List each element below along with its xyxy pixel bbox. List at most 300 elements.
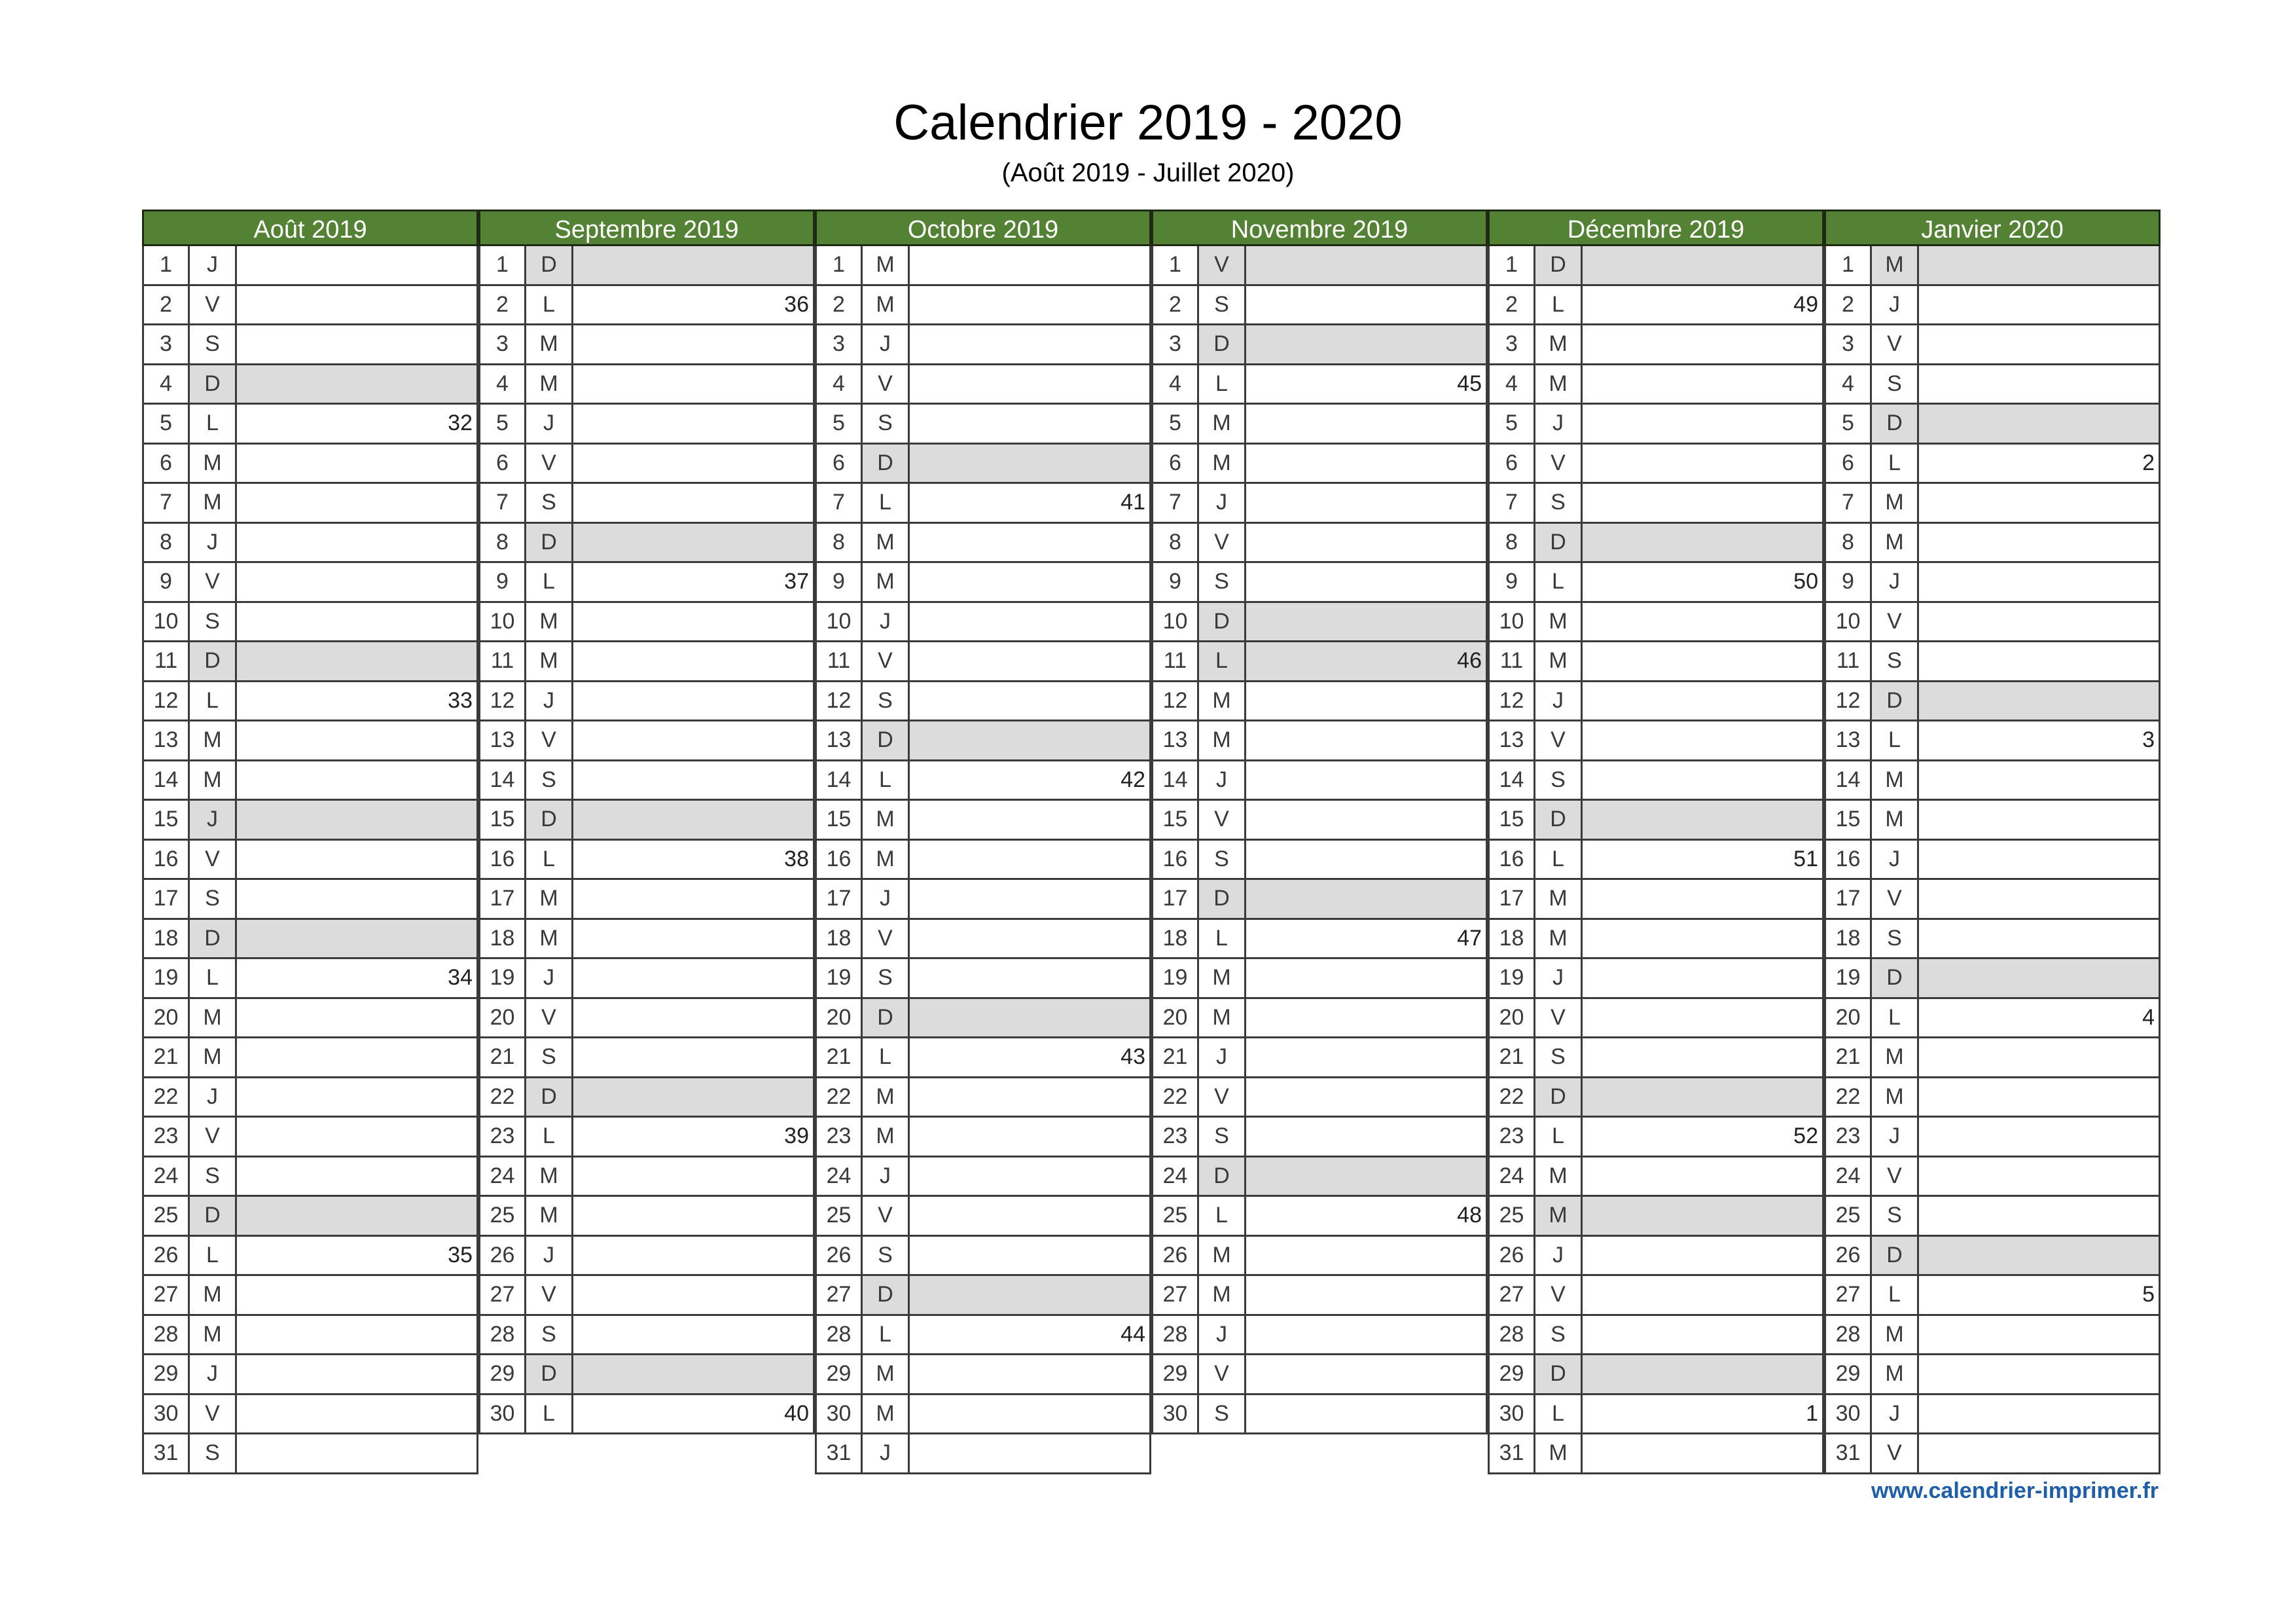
day-number: 21 — [144, 1038, 190, 1076]
day-number: 27 — [817, 1276, 863, 1314]
day-row — [1151, 603, 1488, 643]
month-header: Décembre 2019 — [1488, 210, 1824, 246]
day-number: 10 — [1490, 603, 1535, 641]
day-number: 22 — [1153, 1078, 1199, 1116]
day-row — [1488, 801, 1824, 841]
day-row — [478, 801, 815, 841]
day-number: 6 — [1153, 445, 1199, 483]
day-letter: M — [1872, 484, 1919, 522]
day-letter: L — [863, 761, 910, 799]
week-number — [1246, 246, 1486, 284]
day-row — [478, 445, 815, 484]
day-number: 27 — [144, 1276, 190, 1314]
day-number: 14 — [1153, 761, 1199, 799]
day-letter: D — [1535, 801, 1583, 839]
day-row — [142, 445, 478, 484]
day-number: 21 — [817, 1038, 863, 1076]
day-row — [1824, 286, 2161, 326]
week-number — [237, 1316, 476, 1354]
day-row — [1151, 405, 1488, 445]
day-number: 12 — [817, 682, 863, 720]
day-row — [1824, 603, 2161, 643]
day-number: 25 — [817, 1197, 863, 1235]
week-number — [1583, 445, 1822, 483]
week-number — [573, 1158, 813, 1195]
day-row — [142, 761, 478, 801]
day-row — [815, 484, 1151, 524]
day-number: 16 — [817, 841, 863, 879]
day-number: 3 — [1826, 325, 1872, 363]
day-letter: J — [863, 325, 910, 363]
day-row — [815, 1316, 1151, 1356]
day-row — [478, 999, 815, 1039]
week-number — [1583, 1078, 1822, 1116]
week-number — [1246, 563, 1486, 601]
week-number — [1919, 1355, 2159, 1393]
day-row — [478, 1276, 815, 1316]
week-number — [573, 801, 813, 839]
day-row — [1151, 1276, 1488, 1316]
day-row — [1824, 1078, 2161, 1118]
week-number: 42 — [1121, 767, 1145, 792]
day-row — [1488, 959, 1824, 999]
day-letter: S — [1872, 642, 1919, 680]
day-letter: M — [863, 1118, 910, 1156]
day-letter: S — [1535, 1038, 1583, 1076]
day-letter: M — [526, 1158, 573, 1195]
week-number — [237, 1434, 476, 1472]
day-number: 24 — [1490, 1158, 1535, 1195]
day-number: 27 — [1153, 1276, 1199, 1314]
week-number — [237, 1158, 476, 1195]
day-letter: J — [526, 405, 573, 443]
day-number: 25 — [1153, 1197, 1199, 1235]
week-number — [910, 959, 1149, 997]
day-letter: L — [1199, 365, 1246, 403]
week-number — [910, 999, 1149, 1037]
day-letter: V — [1872, 603, 1919, 641]
day-row — [1488, 1078, 1824, 1118]
day-letter: M — [190, 1316, 237, 1354]
day-letter: M — [526, 920, 573, 958]
day-letter: L — [863, 1038, 910, 1076]
day-letter: D — [1199, 1158, 1246, 1195]
day-number: 16 — [480, 841, 526, 879]
day-letter: L — [1872, 721, 1919, 759]
day-row — [1151, 801, 1488, 841]
day-number: 3 — [144, 325, 190, 363]
day-number: 3 — [1153, 325, 1199, 363]
day-letter: M — [526, 880, 573, 918]
day-letter: J — [190, 524, 237, 562]
day-number: 1 — [144, 246, 190, 284]
day-number: 24 — [480, 1158, 526, 1195]
day-row — [1488, 1276, 1824, 1316]
week-number — [573, 721, 813, 759]
week-number — [1583, 999, 1822, 1037]
day-row — [1151, 1355, 1488, 1395]
week-number — [1246, 682, 1486, 720]
week-number — [237, 246, 476, 284]
week-number — [237, 880, 476, 918]
day-row — [815, 445, 1151, 484]
day-row — [478, 524, 815, 564]
day-number: 6 — [1490, 445, 1535, 483]
week-number: 52 — [1793, 1123, 1818, 1149]
week-number — [1583, 1197, 1822, 1235]
day-letter: V — [863, 920, 910, 958]
week-number — [1919, 286, 2159, 324]
day-number: 8 — [144, 524, 190, 562]
day-letter: M — [1535, 1434, 1583, 1472]
day-number: 5 — [144, 405, 190, 443]
week-number — [910, 603, 1149, 641]
day-number: 27 — [1490, 1276, 1535, 1314]
week-number — [237, 721, 476, 759]
month-column — [478, 210, 815, 1434]
week-number — [573, 365, 813, 403]
day-letter: J — [1535, 959, 1583, 997]
day-row — [478, 920, 815, 960]
day-number: 29 — [480, 1355, 526, 1393]
day-row — [815, 1078, 1151, 1118]
day-letter: M — [190, 761, 237, 799]
day-row — [1151, 959, 1488, 999]
day-row — [142, 563, 478, 603]
week-number — [1246, 999, 1486, 1037]
day-number: 20 — [817, 999, 863, 1037]
month-header: Novembre 2019 — [1151, 210, 1488, 246]
month-column — [815, 210, 1151, 1474]
day-letter: V — [1199, 1355, 1246, 1393]
day-number: 8 — [817, 524, 863, 562]
week-number — [237, 1276, 476, 1314]
day-row — [1488, 1197, 1824, 1237]
day-number: 30 — [817, 1395, 863, 1433]
day-row — [142, 524, 478, 564]
day-row — [478, 603, 815, 643]
day-row — [1824, 682, 2161, 722]
day-row — [142, 1197, 478, 1237]
day-number: 11 — [1153, 642, 1199, 680]
day-number: 22 — [1490, 1078, 1535, 1116]
week-number: 3 — [2142, 727, 2155, 753]
week-number — [573, 1237, 813, 1275]
day-row — [478, 1316, 815, 1356]
week-number — [1246, 603, 1486, 641]
day-row — [1151, 524, 1488, 564]
day-row — [142, 642, 478, 682]
day-number: 11 — [1826, 642, 1872, 680]
day-row — [1488, 642, 1824, 682]
day-number: 2 — [144, 286, 190, 324]
week-number: 40 — [784, 1400, 809, 1426]
day-row — [142, 1158, 478, 1197]
day-number: 20 — [1153, 999, 1199, 1037]
week-number — [237, 325, 476, 363]
day-number: 31 — [817, 1434, 863, 1472]
week-number — [1919, 1197, 2159, 1235]
day-number: 19 — [817, 959, 863, 997]
day-number: 7 — [817, 484, 863, 522]
day-number: 16 — [1826, 841, 1872, 879]
day-letter: S — [1535, 761, 1583, 799]
day-row — [142, 721, 478, 761]
day-row — [1488, 1038, 1824, 1078]
day-letter: M — [190, 1038, 237, 1076]
day-letter: M — [1535, 325, 1583, 363]
day-letter: M — [1535, 365, 1583, 403]
week-number — [237, 761, 476, 799]
day-number: 22 — [144, 1078, 190, 1116]
day-letter: D — [863, 445, 910, 483]
day-number: 23 — [817, 1118, 863, 1156]
day-letter: V — [526, 445, 573, 483]
day-row — [1824, 365, 2161, 405]
day-letter: D — [863, 1276, 910, 1314]
day-letter: L — [863, 484, 910, 522]
week-number: 50 — [1793, 569, 1818, 594]
week-number — [1583, 405, 1822, 443]
day-letter: S — [1199, 841, 1246, 879]
week-number — [910, 325, 1149, 363]
day-letter: S — [190, 880, 237, 918]
week-number — [573, 1078, 813, 1116]
week-number — [910, 365, 1149, 403]
day-row — [1488, 1434, 1824, 1474]
day-number: 26 — [1153, 1237, 1199, 1275]
day-letter: D — [1199, 325, 1246, 363]
day-letter: D — [190, 365, 237, 403]
day-letter: V — [863, 642, 910, 680]
day-letter: V — [1872, 1158, 1919, 1195]
day-row — [142, 999, 478, 1039]
day-row — [1488, 761, 1824, 801]
day-number: 30 — [1826, 1395, 1872, 1433]
day-row — [815, 1237, 1151, 1277]
day-row — [1824, 880, 2161, 920]
day-letter: D — [190, 1197, 237, 1235]
day-letter: L — [1872, 445, 1919, 483]
day-number: 26 — [144, 1237, 190, 1275]
day-number: 11 — [817, 642, 863, 680]
day-letter: S — [526, 1316, 573, 1354]
day-letter: J — [1199, 1316, 1246, 1354]
day-row — [1151, 563, 1488, 603]
week-number — [1583, 1434, 1822, 1472]
week-number — [573, 325, 813, 363]
day-row — [1824, 761, 2161, 801]
day-number: 19 — [480, 959, 526, 997]
day-letter: V — [526, 999, 573, 1037]
day-letter: D — [1872, 959, 1919, 997]
week-number — [573, 880, 813, 918]
day-number: 3 — [1490, 325, 1535, 363]
day-number: 23 — [480, 1118, 526, 1156]
week-number — [1919, 1078, 2159, 1116]
day-row — [478, 405, 815, 445]
day-row — [1488, 999, 1824, 1039]
day-letter: L — [526, 286, 573, 324]
day-number: 14 — [1490, 761, 1535, 799]
week-number — [237, 841, 476, 879]
day-row — [1824, 1434, 2161, 1474]
week-number: 4 — [2142, 1004, 2155, 1030]
day-letter: M — [1199, 959, 1246, 997]
day-number: 21 — [480, 1038, 526, 1076]
week-number — [1583, 484, 1822, 522]
day-letter: M — [1535, 920, 1583, 958]
day-number: 23 — [1490, 1118, 1535, 1156]
day-letter: J — [1872, 841, 1919, 879]
day-row — [1151, 1158, 1488, 1197]
day-number: 23 — [1826, 1118, 1872, 1156]
day-number: 16 — [144, 841, 190, 879]
day-row — [478, 721, 815, 761]
week-number — [1583, 246, 1822, 284]
week-number — [573, 920, 813, 958]
day-letter: S — [1535, 484, 1583, 522]
day-number: 17 — [1490, 880, 1535, 918]
day-letter: V — [190, 286, 237, 324]
day-letter: D — [1872, 682, 1919, 720]
week-number — [237, 999, 476, 1037]
day-letter: V — [1199, 1078, 1246, 1116]
day-letter: L — [1535, 563, 1583, 601]
day-row — [478, 642, 815, 682]
day-number: 12 — [1826, 682, 1872, 720]
day-number: 1 — [480, 246, 526, 284]
week-number — [237, 1395, 476, 1433]
day-letter: J — [190, 801, 237, 839]
month-header: Septembre 2019 — [478, 210, 815, 246]
day-number: 28 — [1490, 1316, 1535, 1354]
month-column — [142, 210, 478, 1474]
day-number: 7 — [1826, 484, 1872, 522]
day-number: 26 — [1490, 1237, 1535, 1275]
day-number: 6 — [1826, 445, 1872, 483]
day-number: 19 — [1490, 959, 1535, 997]
website-link[interactable]: www.calendrier-imprimer.fr — [1871, 1478, 2159, 1503]
day-letter: V — [1535, 721, 1583, 759]
day-number: 15 — [817, 801, 863, 839]
day-row — [142, 1355, 478, 1395]
week-number — [1583, 1355, 1822, 1393]
day-row — [478, 246, 815, 286]
day-row — [1488, 1118, 1824, 1158]
day-letter: L — [1535, 286, 1583, 324]
day-number: 29 — [1490, 1355, 1535, 1393]
day-number: 4 — [1153, 365, 1199, 403]
day-number: 18 — [1826, 920, 1872, 958]
day-row — [478, 1118, 815, 1158]
day-letter: S — [863, 959, 910, 997]
week-number: 1 — [1806, 1400, 1818, 1426]
day-row — [1488, 841, 1824, 881]
day-letter: L — [1199, 642, 1246, 680]
week-number — [1246, 841, 1486, 879]
day-letter: M — [863, 1395, 910, 1433]
day-row — [142, 1434, 478, 1474]
day-letter: V — [1872, 880, 1919, 918]
day-row — [815, 1434, 1151, 1474]
day-letter: L — [190, 959, 237, 997]
day-number: 2 — [817, 286, 863, 324]
day-letter: D — [1199, 880, 1246, 918]
day-number: 10 — [480, 603, 526, 641]
week-number: 2 — [2142, 450, 2155, 475]
day-number: 29 — [1153, 1355, 1199, 1393]
day-number: 7 — [144, 484, 190, 522]
day-row — [815, 246, 1151, 286]
day-row — [1488, 524, 1824, 564]
day-number: 31 — [1490, 1434, 1535, 1472]
day-letter: V — [1199, 524, 1246, 562]
week-number — [910, 1395, 1149, 1433]
day-letter: M — [526, 365, 573, 403]
day-row — [478, 1355, 815, 1395]
week-number — [573, 405, 813, 443]
day-number: 14 — [480, 761, 526, 799]
week-number: 37 — [784, 569, 809, 594]
day-row — [815, 1038, 1151, 1078]
day-letter: S — [863, 1237, 910, 1275]
day-letter: S — [190, 1158, 237, 1195]
day-letter: L — [526, 1395, 573, 1433]
day-number: 10 — [144, 603, 190, 641]
day-number: 9 — [144, 563, 190, 601]
day-letter: J — [526, 959, 573, 997]
day-letter: D — [863, 721, 910, 759]
day-letter: S — [1199, 286, 1246, 324]
week-number: 51 — [1793, 846, 1818, 871]
week-number — [1919, 603, 2159, 641]
day-number: 19 — [1153, 959, 1199, 997]
day-row — [478, 325, 815, 365]
day-number: 29 — [1826, 1355, 1872, 1393]
day-row — [1824, 1395, 2161, 1435]
day-row — [1488, 365, 1824, 405]
week-number — [237, 286, 476, 324]
week-number — [1919, 325, 2159, 363]
week-number — [910, 445, 1149, 483]
day-number: 13 — [1490, 721, 1535, 759]
day-number: 8 — [1153, 524, 1199, 562]
week-number — [1919, 959, 2159, 997]
day-row — [478, 1197, 815, 1237]
day-letter: V — [190, 563, 237, 601]
day-letter: V — [1535, 1276, 1583, 1314]
day-number: 14 — [1826, 761, 1872, 799]
day-number: 7 — [480, 484, 526, 522]
day-row — [478, 563, 815, 603]
week-number — [573, 246, 813, 284]
day-number: 8 — [1490, 524, 1535, 562]
day-row — [1151, 286, 1488, 326]
day-number: 9 — [480, 563, 526, 601]
day-row — [1151, 246, 1488, 286]
day-letter: D — [526, 801, 573, 839]
week-number — [1919, 365, 2159, 403]
week-number — [910, 405, 1149, 443]
week-number — [237, 1355, 476, 1393]
day-row — [1824, 1316, 2161, 1356]
day-letter: S — [190, 603, 237, 641]
day-number: 5 — [1490, 405, 1535, 443]
week-number: 44 — [1121, 1321, 1145, 1347]
week-number — [1919, 1158, 2159, 1195]
week-number — [1583, 1316, 1822, 1354]
